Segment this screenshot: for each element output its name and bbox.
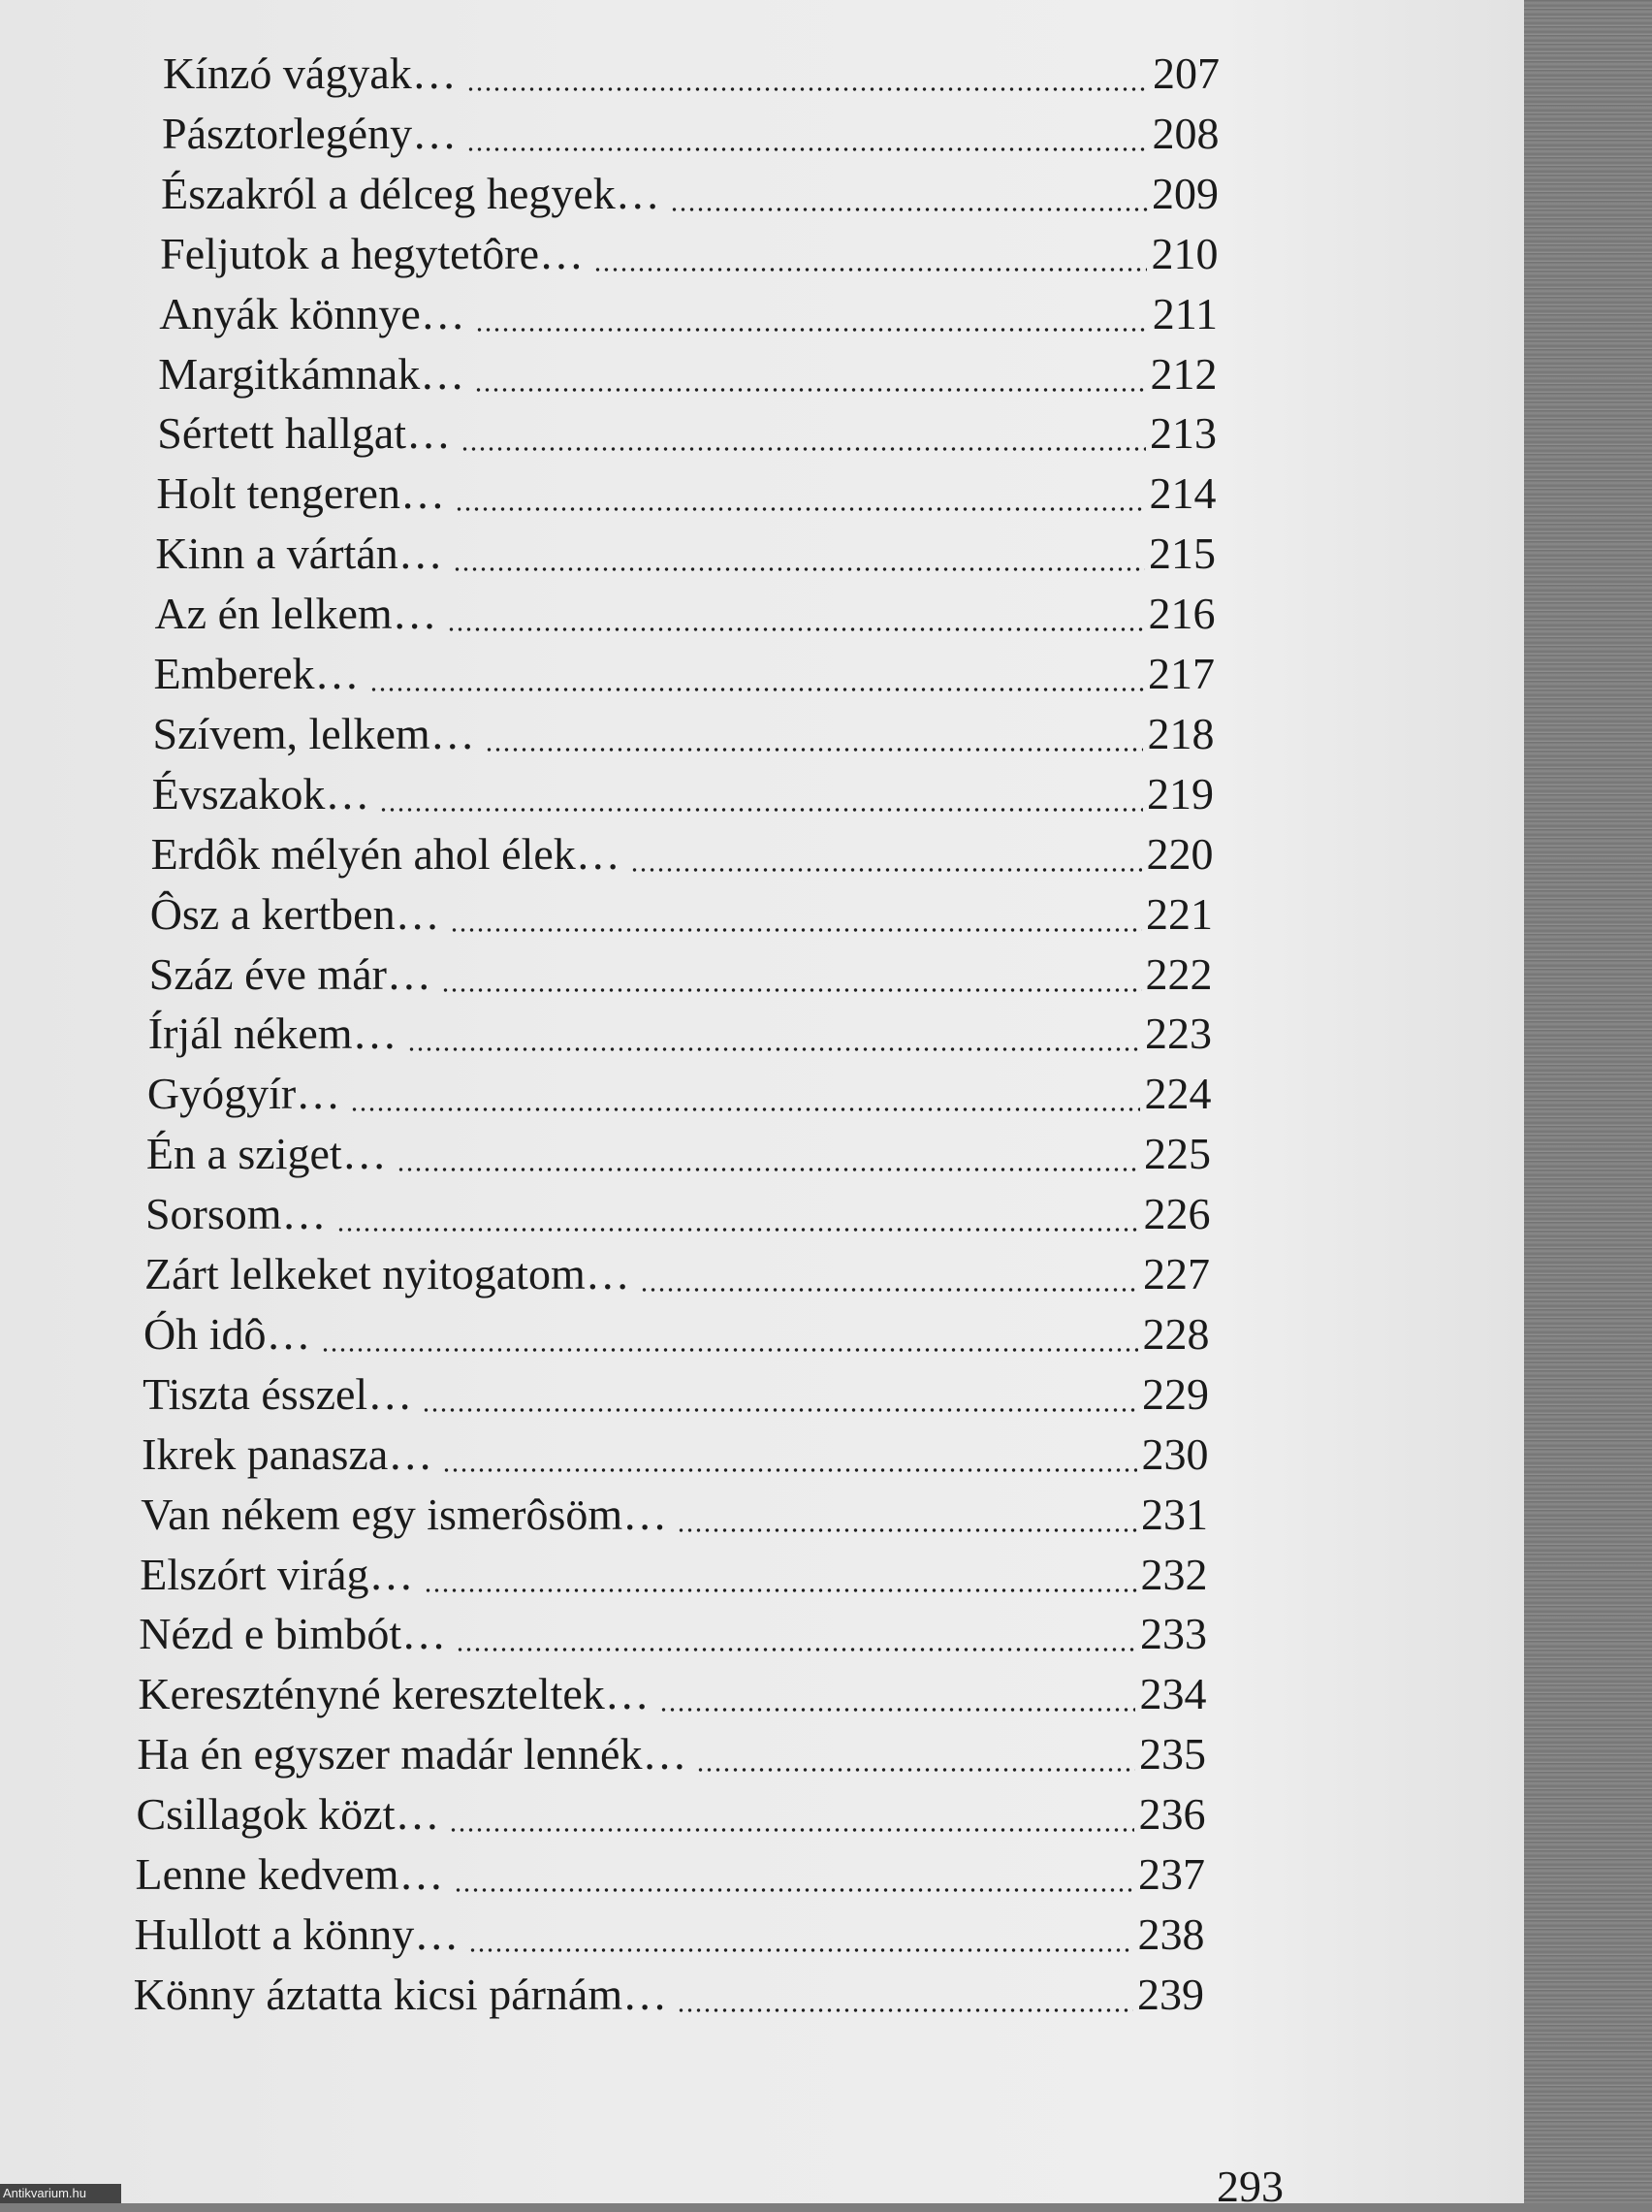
toc-entry	[157, 399, 1217, 459]
toc-entry	[154, 639, 1216, 699]
toc-entry-title: Ha én egyszer madár lennék…	[137, 1729, 687, 1779]
dot-leader	[379, 808, 1143, 812]
toc-entry	[136, 1779, 1205, 1840]
toc-entry-title: Én a sziget…	[145, 1129, 387, 1179]
toc-entry	[141, 1480, 1208, 1540]
dot-leader	[468, 1948, 1133, 1952]
toc-entry-page: 212	[1150, 348, 1218, 399]
toc-entry	[146, 1119, 1211, 1179]
toc-entry-title: Feljutok a hegytetôre…	[160, 228, 585, 278]
toc-entry-title: Ikrek panasza…	[142, 1428, 433, 1479]
toc-entry-page: 230	[1141, 1428, 1209, 1479]
dot-leader	[466, 87, 1149, 91]
toc-entry	[140, 1540, 1207, 1600]
toc-entry	[144, 1239, 1210, 1299]
toc-entry	[143, 1299, 1209, 1360]
toc-entry-title: Sértett hallgat…	[157, 408, 452, 459]
toc-entry-page: 222	[1145, 948, 1213, 999]
toc-entry-page: 221	[1145, 888, 1213, 939]
toc-entry-title: Sorsom…	[144, 1189, 327, 1239]
toc-entry-title: Írjál nékem…	[147, 1009, 397, 1059]
toc-entry-title: Kínzó vágyak…	[163, 48, 457, 98]
toc-entry	[135, 1900, 1205, 1960]
toc-entry-page: 229	[1141, 1368, 1209, 1419]
toc-entry	[162, 99, 1219, 159]
toc-entry-page: 223	[1144, 1009, 1212, 1059]
toc-entry-title: Kinn a vártán…	[155, 529, 443, 579]
toc-entry	[161, 159, 1219, 219]
dot-leader	[453, 567, 1145, 571]
dot-leader	[677, 1528, 1137, 1532]
toc-entry-page: 228	[1142, 1308, 1210, 1359]
toc-entry-title: Óh idô…	[143, 1308, 311, 1359]
toc-entry-title: Van nékem egy ismerôsöm…	[141, 1489, 668, 1539]
toc-entry-title: Erdôk mélyén ahol élek…	[150, 828, 620, 879]
toc-entry	[163, 39, 1220, 99]
toc-entry-title: Szívem, lelkem…	[152, 708, 475, 758]
toc-entry	[137, 1719, 1206, 1779]
toc-entry-title: Gyógyír…	[146, 1069, 341, 1119]
toc-entry-title: Anyák könnye…	[159, 288, 465, 338]
toc-entry-page: 231	[1140, 1489, 1208, 1539]
toc-entry-title: Keresztényné kereszteltek…	[138, 1669, 650, 1719]
dot-leader	[442, 1468, 1137, 1472]
toc-entry-page: 207	[1153, 48, 1220, 98]
toc-entry	[136, 1840, 1206, 1900]
toc-entry-title: Az én lelkem…	[154, 589, 437, 639]
dot-leader	[449, 1828, 1134, 1832]
toc-entry-page: 218	[1147, 708, 1215, 758]
toc-entry-page: 208	[1152, 108, 1220, 158]
toc-entry-title: Nézd e bimbót…	[139, 1609, 447, 1659]
dot-leader	[630, 868, 1143, 872]
toc-entry-page: 219	[1146, 768, 1214, 818]
toc-entry	[148, 999, 1212, 1059]
toc-entry	[150, 880, 1213, 940]
dot-leader	[474, 388, 1146, 392]
toc-entry-title: Margitkámnak…	[158, 348, 465, 399]
dot-leader	[369, 688, 1144, 691]
watermark: Antikvarium.hu	[0, 2184, 121, 2203]
toc-entry	[158, 339, 1217, 400]
toc-entry-page: 235	[1138, 1729, 1206, 1779]
dot-leader	[466, 147, 1148, 151]
dot-leader	[321, 1348, 1139, 1352]
toc-entry-page: 233	[1139, 1609, 1207, 1659]
toc-entry-page: 209	[1151, 168, 1219, 218]
toc-entry-title: Könny áztatta kicsi párnám…	[133, 1969, 668, 2019]
toc-entry	[142, 1420, 1208, 1480]
toc-entry	[160, 219, 1218, 279]
toc-entry-title: Évszakok…	[151, 768, 370, 818]
dot-leader	[407, 1047, 1141, 1051]
dot-leader	[677, 2008, 1133, 2012]
dot-leader	[424, 1588, 1137, 1592]
toc-entry-page: 237	[1138, 1849, 1205, 1899]
toc-entry-page: 225	[1143, 1129, 1211, 1179]
toc-entry-page: 210	[1151, 228, 1219, 278]
dot-leader	[397, 1168, 1140, 1171]
dot-leader	[670, 208, 1148, 211]
toc-entry-page: 220	[1146, 828, 1214, 879]
toc-entry-title: Elszórt virág…	[140, 1549, 414, 1599]
dot-leader	[450, 928, 1142, 932]
dot-leader	[336, 1228, 1140, 1232]
toc-entry-page: 226	[1143, 1189, 1211, 1239]
toc-entry-page: 232	[1140, 1549, 1208, 1599]
toc-entry	[156, 459, 1216, 519]
toc-entry-title: Hullott a könny…	[134, 1908, 460, 1959]
toc-entry-title: Száz éve már…	[148, 948, 431, 999]
dot-leader	[485, 748, 1144, 752]
toc-entry-title: Csillagok közt…	[136, 1789, 440, 1840]
toc-entry-page: 239	[1136, 1969, 1204, 2019]
toc-entry	[138, 1659, 1206, 1719]
toc-entry-page: 224	[1144, 1069, 1212, 1119]
dot-leader	[350, 1107, 1140, 1111]
toc-entry	[151, 819, 1214, 880]
toc-entry-page: 216	[1148, 589, 1216, 639]
dot-leader	[659, 1708, 1136, 1712]
toc-entry	[153, 699, 1215, 759]
toc-entry-page: 227	[1143, 1249, 1210, 1298]
toc-entry-title: Zárt lelkeket nyitogatom…	[144, 1249, 630, 1298]
toc-entry-title: Emberek…	[153, 649, 360, 698]
toc-entry-title: Ôsz a kertben…	[149, 888, 440, 939]
toc-entry	[134, 1960, 1204, 2020]
toc-entry-title: Tiszta ésszel…	[143, 1368, 413, 1419]
page-number: 293	[1217, 2162, 1284, 2211]
toc-entry-page: 236	[1138, 1789, 1206, 1840]
dot-leader	[461, 447, 1146, 451]
toc-entry	[139, 1599, 1207, 1659]
dot-leader	[640, 1288, 1139, 1292]
toc-entry-title: Holt tengeren…	[156, 468, 445, 519]
toc-entry-title: Északról a délceg hegyek…	[161, 168, 660, 218]
book-gutter	[1524, 0, 1652, 2203]
toc-entry-page: 211	[1152, 288, 1218, 338]
toc-entry-page: 238	[1137, 1908, 1205, 1959]
dot-leader	[454, 1888, 1134, 1892]
toc-entry-page: 213	[1149, 408, 1217, 459]
dot-leader	[593, 268, 1147, 272]
dot-leader	[475, 328, 1149, 332]
toc-entry	[159, 279, 1218, 339]
toc-entry	[149, 940, 1213, 1000]
toc-entry-page: 214	[1149, 468, 1217, 519]
toc-entry	[152, 759, 1214, 819]
toc-entry	[143, 1360, 1209, 1420]
toc-entry-page: 215	[1148, 529, 1216, 579]
toc-entry	[154, 579, 1215, 639]
dot-leader	[447, 627, 1145, 631]
dot-leader	[455, 507, 1146, 511]
dot-leader	[441, 988, 1142, 992]
toc-entry	[145, 1179, 1211, 1239]
dot-leader	[696, 1768, 1135, 1772]
toc-entry	[155, 519, 1216, 579]
dot-leader	[422, 1408, 1138, 1412]
toc-entry-title: Pásztorlegény…	[162, 108, 458, 158]
toc-entry	[147, 1059, 1212, 1119]
toc-entry-title: Lenne kedvem…	[135, 1849, 444, 1899]
toc-entry-page: 217	[1148, 649, 1215, 698]
dot-leader	[456, 1648, 1136, 1651]
toc-entry-page: 234	[1139, 1669, 1207, 1719]
